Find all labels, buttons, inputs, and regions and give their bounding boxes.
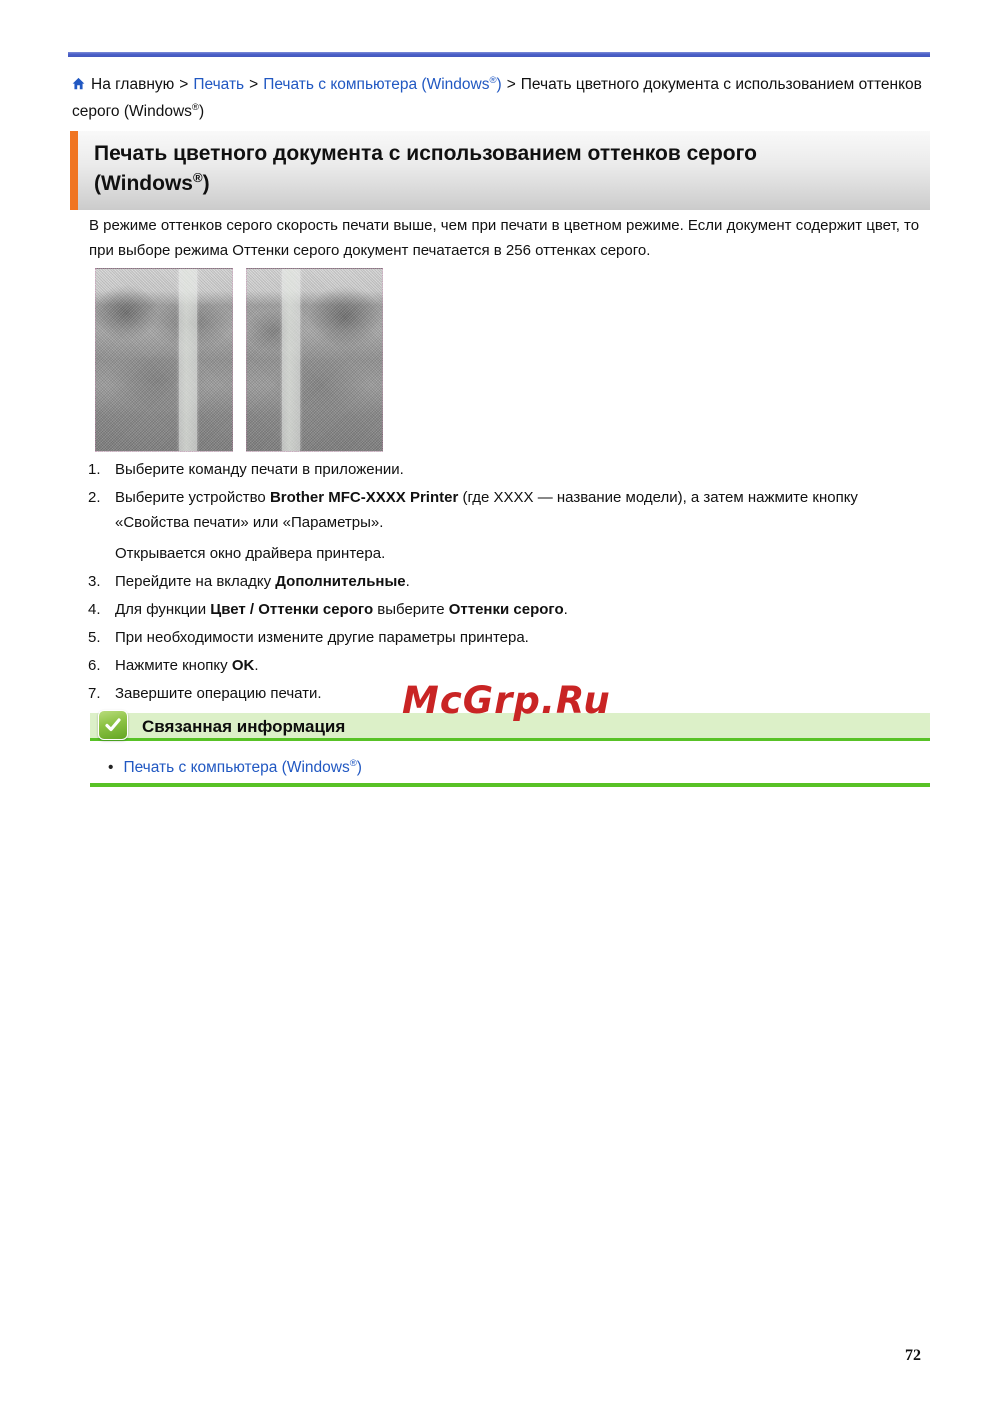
step-text: Нажмите кнопку OK.: [115, 657, 259, 674]
section-end-rule: [90, 783, 930, 787]
step-text: Завершите операцию печати.: [115, 685, 322, 702]
step-number: 1.: [88, 461, 101, 478]
intro-paragraph: В режиме оттенков серого скорость печати выше, чем при печати в цветном режиме. Если документ содержит цвет, то при выборе режима Оттенки серого документ печатается в 256 оттенках серого.: [89, 217, 920, 259]
check-icon: [98, 710, 128, 740]
step-subtext: Открывается окно драйвера принтера.: [115, 545, 386, 562]
step-number: 6.: [88, 657, 101, 674]
breadcrumb-link-print[interactable]: Печать: [193, 76, 245, 93]
page-number: 72: [905, 1347, 921, 1364]
breadcrumb-link-print-from-computer[interactable]: Печать с компьютера (Windows®): [263, 74, 502, 93]
top-divider: [68, 52, 930, 57]
step-item: [88, 653, 934, 678]
grayscale-sample-image-1: [95, 268, 233, 452]
step-text: Выберите устройство Brother MFC-XXXX Printer (где XXXX — название модели), а затем нажмите кнопку «Свойства печати» или «Параметры».: [115, 489, 858, 531]
steps-list: [88, 457, 934, 709]
step-item: [88, 485, 934, 566]
step-text: Перейдите на вкладку Дополнительные.: [115, 573, 410, 590]
step-number: 5.: [88, 629, 101, 646]
step-item: [88, 569, 934, 594]
step-number: 2.: [88, 489, 101, 506]
breadcrumb-separator: >: [506, 76, 516, 93]
breadcrumb-separator: >: [179, 76, 189, 93]
step-item: [88, 625, 934, 650]
step-number: 4.: [88, 601, 101, 618]
step-text: Выберите команду печати в приложении.: [115, 461, 404, 478]
step-text: Для функции Цвет / Оттенки серого выберите Оттенки серого.: [115, 601, 568, 618]
watermark: McGrp.Ru: [402, 679, 611, 722]
bullet: •: [108, 759, 114, 776]
related-link-print-from-computer[interactable]: Печать с компьютера (Windows®): [123, 757, 362, 776]
breadcrumb-home[interactable]: [72, 76, 174, 93]
step-number: 3.: [88, 573, 101, 590]
grayscale-sample-image-2: [246, 268, 383, 452]
breadcrumb: [72, 72, 930, 125]
breadcrumb-current-page: Печать цветного документа с использованием оттенков серого (Windows®): [72, 76, 922, 120]
home-icon: [72, 73, 85, 99]
step-text: При необходимости измените другие параметры принтера.: [115, 629, 529, 646]
step-number: 7.: [88, 685, 101, 702]
related-link-row: [108, 755, 362, 780]
breadcrumb-separator: >: [249, 76, 259, 93]
step-item: [88, 457, 934, 482]
page-title: Печать цветного документа с использованием оттенков серого (Windows®): [70, 131, 930, 210]
breadcrumb-home-label: На главную: [91, 76, 175, 93]
related-info-title: Связанная информация: [142, 717, 346, 736]
sample-images-row: [95, 268, 383, 452]
step-item: [88, 597, 934, 622]
